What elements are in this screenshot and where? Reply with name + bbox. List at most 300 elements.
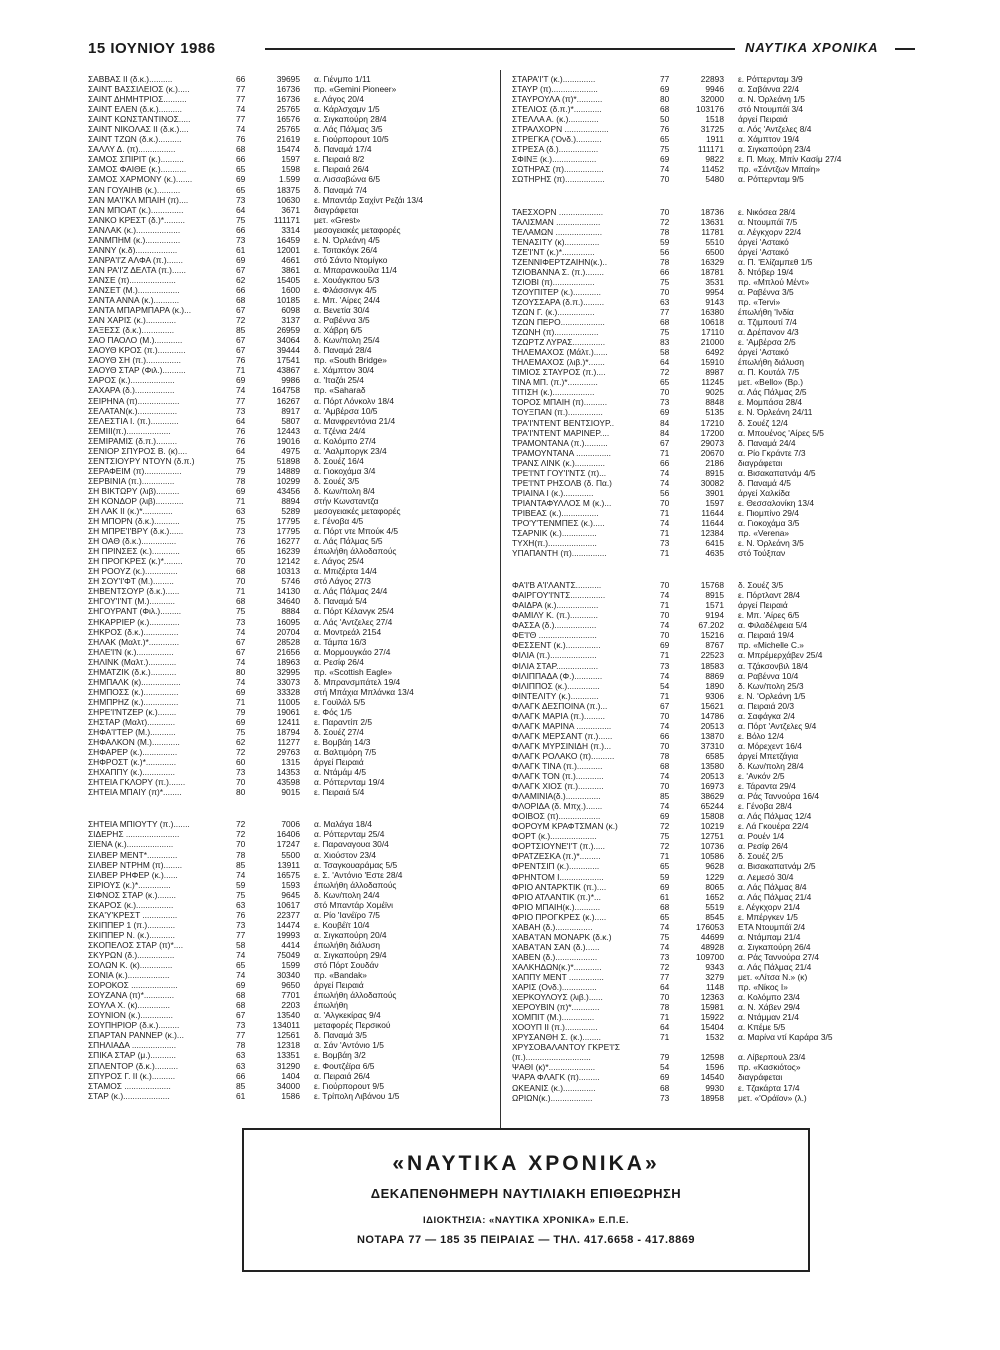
tonnage: 9343 — [705, 961, 724, 972]
ship-status: α. Ρουέν 1/4 — [738, 831, 785, 842]
tonnage: 20670 — [700, 447, 724, 458]
ship-status: ε. Τάραντα 29/4 — [738, 781, 796, 792]
ship-row — [512, 367, 920, 377]
tonnage: 13580 — [700, 761, 724, 771]
ship-row — [512, 397, 920, 407]
tonnage: 12443 — [276, 425, 300, 436]
tonnage: 1597 — [705, 497, 724, 508]
ship-name: ΣΗΜΠΡΗΖ (κ.)............... — [88, 696, 179, 707]
ship-status: δ. Παναμά 5/4 — [314, 596, 367, 607]
build-year: 72 — [660, 841, 670, 852]
ship-name: ΣΗΛΑΚ (Μαλτ.)*............. — [88, 636, 180, 647]
ship-name: ΦΡΑΤΖΕΣΚΑ (π.)*......... — [512, 851, 601, 862]
ship-name: ΦΛΑΓΚ ΜΑΡΙΝΑ ............... — [512, 720, 612, 731]
ship-status: δ. Σουέζ 16/4 — [314, 455, 364, 466]
tonnage: 22377 — [276, 909, 300, 920]
ship-status: α. 'Ααλμποργκ 23/4 — [314, 445, 387, 456]
ship-row — [512, 428, 920, 438]
tonnage: 1596 — [705, 1062, 724, 1073]
ship-name: ΦΑΣΣΑ (δ.).................. — [512, 620, 597, 631]
ship-row — [512, 154, 920, 164]
build-year: 73 — [236, 405, 246, 416]
ship-row — [512, 104, 920, 114]
ship-status: α. Ρεσίφ 26/4 — [738, 841, 788, 852]
ship-status: α. Μορμουγκάο 27/4 — [314, 646, 391, 657]
ship-status: α. Πόρτ Κέλανγκ 25/4 — [314, 606, 394, 617]
ship-name: ΦΕΣΣΕΝΤ (κ.)............... — [512, 640, 601, 651]
tonnage: 9986 — [281, 375, 300, 386]
ship-name: ΦΡΙΟ ΠΡΟΓΚΡΕΣ (κ.)..... — [512, 911, 607, 922]
ship-name: ΦΙΛΙΠΠΟΣ (κ.).............. — [512, 680, 600, 691]
ship-row — [88, 950, 496, 960]
ship-status: α. Λίβερπουλ 23/4 — [738, 1052, 806, 1063]
tonnage: 17247 — [276, 839, 300, 850]
ship-name: ΣΗ ΜΠΟΡΝ (δ.κ.)........... — [88, 516, 180, 527]
ship-status: στό Σάντο Ντομίγκο — [314, 254, 388, 265]
tonnage: 17200 — [700, 427, 724, 438]
ship-status: α. Ραβέννα 10/4 — [738, 670, 799, 681]
tonnage: 22893 — [700, 74, 724, 84]
tonnage: 17210 — [700, 417, 724, 428]
ship-row — [512, 892, 920, 902]
tonnage: 12384 — [700, 528, 724, 539]
ship-name: ΤΡΑ'Ι'ΝΤΕΝΤ ΒΕΝΤΣΙΟΥΡ.. — [512, 417, 615, 428]
ship-row — [88, 104, 496, 114]
ship-row — [512, 468, 920, 478]
header-rule-end — [895, 48, 915, 50]
ship-name: ΣΠΛΕΝΤΟΡ (δ.κ.).......... — [88, 1060, 179, 1071]
ship-row — [88, 747, 496, 757]
ship-name: ΣΑΟΥΘ ΚΡΟΣ (π.)............ — [88, 345, 186, 356]
ship-row — [512, 478, 920, 488]
ship-row — [512, 134, 920, 144]
build-year: 50 — [660, 114, 670, 125]
ship-name: ΤΖΩΡΤΖ ΛΥΡΑΣ.............. — [512, 337, 606, 348]
ship-name: ΤΗΛΕΜΑΧΟΣ (λιβ.)*....... — [512, 357, 605, 368]
build-year: 74 — [236, 970, 246, 981]
tonnage: 9628 — [705, 861, 724, 872]
tonnage: 9822 — [705, 154, 724, 165]
ship-name: ΦΟΡΤΣΙΟΥΝΕ'Ι'Τ (π.)..... — [512, 841, 605, 852]
ship-row — [512, 882, 920, 892]
ship-status: α. Ραβέννα 3/5 — [314, 315, 370, 326]
ship-row — [88, 576, 496, 586]
ship-row — [88, 687, 496, 697]
ship-row — [88, 697, 496, 707]
ship-name: ΣΑΟΥΘ ΣΤΑΡ (Φιλ.).......... — [88, 365, 186, 376]
ship-name: ΣΤΑΡΑ'Ι'Τ (κ.).............. — [512, 74, 596, 84]
ship-row — [512, 872, 920, 882]
tonnage: 8915 — [705, 590, 724, 601]
ship-name: ΦΛΑΓΚ ΜΥΡΣΙΝΙΔΗ (π.)... — [512, 740, 612, 751]
tonnage: 18963 — [276, 656, 300, 667]
tonnage: 111171 — [697, 144, 724, 155]
tonnage: 34640 — [276, 596, 300, 607]
build-year: 66 — [660, 730, 670, 741]
build-year: 72 — [660, 821, 670, 832]
masthead-box — [242, 1128, 810, 1272]
ship-row — [88, 164, 496, 174]
ship-name: ΦΛΟΡΙΔΑ (δ. Μπχ.)....... — [512, 801, 603, 812]
ship-status: ε. Μπαντάρ Σαχίντ Ρεζάι 13/4 — [314, 194, 424, 205]
ship-row — [88, 446, 496, 456]
ship-row — [512, 801, 920, 811]
ship-row — [512, 691, 920, 701]
ship-name: ΦΛΑΓΚ ΡΟΛΑΚΟ (π).......... — [512, 750, 615, 761]
ship-name: ΤΖΕΝΝΙΦΕΡΤΖΑΙΗΝ(κ.).. — [512, 256, 608, 267]
ship-name: ΣΑΜΟΣ ΣΠΙΡΙΤ (κ.).......... — [88, 154, 184, 165]
ship-name: ΧΡΥΣΟΒΑΛΑΝΤΟΥ ΓΚΡΕ'Ι'Σ — [512, 1042, 620, 1053]
ship-name: ΣΗ ΠΡΙΝΣΕΣ (κ.)............ — [88, 546, 180, 557]
build-year: 69 — [660, 407, 670, 418]
ship-status: α. Γιένμπο 1/11 — [314, 74, 371, 84]
ship-status: άργεί Πειραιά — [738, 114, 788, 125]
build-year: 69 — [660, 881, 670, 892]
ship-name: ΣΚΙΠΠΕΡ 1 (π.)............ — [88, 919, 176, 930]
ship-name: ΤΡΕ'Ι'ΝΤ ΡΗΣΟΛΒ (δ. Πα.) — [512, 477, 612, 488]
ship-status: α. Σαβάννα 22/4 — [738, 84, 800, 95]
ship-status: πρ. «Gemini Pioneer» — [314, 84, 397, 95]
tonnage: 16380 — [700, 306, 724, 317]
ship-row — [512, 1062, 920, 1072]
ship-status: α. Μπουένος 'Αίρες 5/5 — [738, 427, 824, 438]
ship-row — [88, 970, 496, 980]
ship-status: ε. Πειραιά 5/4 — [314, 787, 365, 798]
tonnage: 18583 — [700, 660, 724, 671]
build-year: 71 — [660, 1012, 670, 1023]
build-year: 76 — [660, 124, 670, 135]
tonnage: 3901 — [705, 487, 724, 498]
ship-name: ΧΑΒΕΝ (δ.).................. — [512, 951, 598, 962]
ship-name: ΣΑΡΟΣ (κ.)................... — [88, 375, 175, 386]
build-year: 70 — [660, 992, 670, 1003]
ship-status: α. Βισακαπατνάμ 4/5 — [738, 467, 816, 478]
ship-status: πρ. «Tervi» — [738, 296, 781, 307]
tonnage: 37310 — [700, 740, 724, 751]
ship-status: ε. 'Ανκόν 2/5 — [738, 771, 785, 782]
build-year: 78 — [660, 1002, 670, 1013]
ship-status: α. Βαλτιμόρη 7/5 — [314, 747, 377, 758]
ship-status: α. Ρόττερνταμ 9/5 — [738, 174, 804, 185]
tonnage: 2203 — [281, 1000, 300, 1011]
tonnage: 18781 — [700, 266, 724, 277]
ship-row — [512, 277, 920, 287]
ship-name: ΤΖΕ'Ι'ΝΤ (κ.)*.............. — [512, 246, 595, 257]
build-year: 78 — [660, 226, 670, 237]
ship-name: ΣΗΧΑΠΠΥ (κ.).............. — [88, 767, 175, 778]
build-year: 76 — [236, 435, 246, 446]
ship-name: ΣΑΒΒΑΣ ΙΙ (δ.κ.).......... — [88, 74, 173, 84]
masthead-owner: ΙΔΙΟΚΤΗΣΙΑ: «ΝΑΥΤΙΚΑ ΧΡΟΝΙΚΑ» Ε.Π.Ε. — [423, 1215, 629, 1226]
tonnage: 51898 — [276, 455, 300, 466]
build-year: 69 — [236, 174, 246, 185]
build-year: 70 — [660, 206, 670, 217]
build-year: 63 — [236, 1060, 246, 1071]
build-year: 73 — [660, 397, 670, 408]
tonnage — [678, 1042, 738, 1052]
build-year: 80 — [236, 787, 246, 798]
ship-row — [88, 235, 496, 245]
ship-status: α. Μπρέμερχάβεν 25/4 — [738, 650, 823, 661]
build-year: 74 — [236, 385, 246, 396]
ship-name: ΤΡΑΝΣ ΛΙΝΚ (κ.)............. — [512, 457, 605, 468]
ship-row — [512, 357, 920, 367]
tonnage: 1518 — [705, 114, 724, 125]
build-year: 67 — [236, 646, 246, 657]
tonnage: 14353 — [276, 767, 300, 778]
ship-status: έπωλήθη άλλοδαπούς — [314, 879, 397, 890]
ship-status: ε. Βόλο 12/4 — [738, 730, 784, 741]
ship-row — [88, 860, 496, 870]
ship-status: α. Μανφρεντόνια 21/4 — [314, 415, 396, 426]
ship-name: ΣΑΙΝΤ ΚΩΝΣΤΑΝΤΙΝΟΣ..... — [88, 114, 191, 125]
tonnage: 1597 — [281, 154, 300, 165]
build-year: 73 — [236, 767, 246, 778]
ship-status: ε. Λέγκχορν 21/4 — [738, 901, 801, 912]
tonnage: 1229 — [705, 871, 724, 882]
ship-status: α. Σιγκαπούρη 20/4 — [314, 929, 387, 940]
tonnage: 6585 — [705, 750, 724, 761]
build-year: 70 — [660, 610, 670, 621]
build-year: 63 — [236, 1050, 246, 1061]
ship-row — [512, 1072, 920, 1082]
build-year: 68 — [236, 144, 246, 155]
build-year: 74 — [660, 517, 670, 528]
ship-status: ε. Χάμπτον 30/4 — [314, 365, 375, 376]
ship-status: άργεί 'Αστακό — [738, 347, 789, 358]
ship-name: ΤΗΛΕΜΑΧΟΣ (Μάλτ.)...... — [512, 347, 608, 358]
ship-status: α. 'Αμβέρσα 10/5 — [314, 405, 378, 416]
tonnage: 9645 — [281, 889, 300, 900]
build-year: 73 — [236, 1020, 246, 1031]
tonnage: 18794 — [276, 727, 300, 738]
ship-status: ε. Ν. 'Ορλεάνη 1/5 — [738, 690, 806, 701]
tonnage: 14889 — [276, 465, 300, 476]
ship-list-right-column — [512, 74, 920, 1103]
build-year: 54 — [660, 1062, 670, 1073]
tonnage: 22523 — [700, 650, 724, 661]
tonnage: 1571 — [705, 600, 724, 611]
tonnage: 8869 — [705, 670, 724, 681]
ship-name: ΦΙΝΤΕΛΙΤΥ (κ.)............ — [512, 690, 599, 701]
ship-name: ΣΕΝΙΟΡ ΣΠΥΡΟΣ Β. (κ).... — [88, 445, 188, 456]
ship-name: ΣΙΛΒΕΡ ΝΤΡΗΜ (π)........ — [88, 859, 183, 870]
tonnage: 16973 — [700, 781, 724, 792]
ship-status: ε. Βομβάη 14/3 — [314, 737, 371, 748]
ship-status: α. Χιούστον 23/4 — [314, 849, 377, 860]
build-year: 62 — [236, 274, 246, 285]
ship-row — [88, 114, 496, 124]
ship-status: ε. Μπ. 'Αίρες 6/5 — [738, 610, 800, 621]
build-year: 75 — [236, 889, 246, 900]
build-year: 69 — [660, 84, 670, 95]
ship-name: ΣΗΜΠΑΛΚ (κ)................. — [88, 676, 181, 687]
build-year: 60 — [236, 757, 246, 768]
ship-name: ΣΗ ΣΟΥ'Ι'ΦΤ (Μ.)......... — [88, 576, 174, 587]
build-year: 75 — [660, 831, 670, 842]
ship-row — [512, 207, 920, 217]
build-year: 71 — [660, 650, 670, 661]
tonnage: 14786 — [700, 710, 724, 721]
ship-row — [512, 407, 920, 417]
ship-status: ε. Πόρτλαντ 28/4 — [738, 590, 801, 601]
build-year: 69 — [236, 717, 246, 727]
issue-date: 15 ΙΟΥΝΙΟΥ 1986 — [88, 40, 216, 57]
ship-row — [512, 538, 920, 548]
ship-row — [512, 741, 920, 751]
build-year: 77 — [660, 971, 670, 982]
ship-status: α. Λάς Πάλμας 21/4 — [738, 891, 812, 902]
ship-row — [512, 528, 920, 538]
ship-name: ΧΑΒΑ'Ι'ΑΝ ΜΟΝΑΡΚ (δ.κ.) — [512, 931, 612, 942]
ship-row — [512, 962, 920, 972]
tonnage: 3314 — [281, 224, 300, 235]
ship-name: ΧΑΡΙΣ (Ονδ.)............... — [512, 982, 597, 993]
build-year: 77 — [236, 1030, 246, 1041]
tonnage: 13540 — [276, 1010, 300, 1021]
tonnage: 15404 — [700, 1022, 724, 1033]
ship-row — [512, 337, 920, 347]
tonnage: 34064 — [276, 335, 300, 346]
ship-row — [512, 287, 920, 297]
build-year: 74 — [660, 921, 670, 932]
ship-status: α. Μαλάγα 18/4 — [314, 819, 372, 830]
ship-name: ΣΗ ΛΑΚ ΙΙ (κ.)*............. — [88, 506, 173, 517]
ship-name: ΣΑΝ ΓΟΥΑΙΗΒ (κ.).......... — [88, 184, 181, 195]
tonnage: 134011 — [272, 1020, 300, 1031]
ship-name: ΦΡΙΟ ΜΠΑΙΗ(κ.)........... — [512, 901, 601, 912]
ship-name: ΣΑΛΛΥ Δ. (π)................ — [88, 144, 176, 155]
ship-row — [88, 466, 496, 476]
build-year: 69 — [236, 686, 246, 697]
build-year: 72 — [236, 819, 246, 830]
build-year: 75 — [236, 727, 246, 738]
ship-row — [512, 610, 920, 620]
tonnage: 10299 — [276, 475, 300, 486]
tonnage: 15216 — [700, 630, 724, 641]
ship-row — [512, 851, 920, 861]
tonnage: 5746 — [281, 576, 300, 587]
ship-name: ΣΚΟΠΕΛΟΣ ΣΤΑΡ (π)*.... — [88, 939, 184, 950]
build-year: 65 — [660, 861, 670, 872]
ship-row — [512, 952, 920, 962]
build-year: 70 — [236, 777, 246, 788]
ship-name: ΣΗΚΡΟΣ (δ.κ.)............... — [88, 626, 179, 637]
build-year: 74 — [660, 801, 670, 812]
ship-name: ΣΗ ΟΑΘ (δ.κ.)............... — [88, 536, 177, 547]
build-year: 71 — [660, 851, 670, 862]
ship-status: α. Τάμπα 16/3 — [314, 636, 367, 647]
ship-status: α. Μοντρεάλ 2154 — [314, 626, 382, 637]
build-year: 74 — [660, 670, 670, 681]
ship-row — [512, 327, 920, 337]
ship-status: α. Πειραιά 19/4 — [738, 630, 795, 641]
ship-status: α. Γιοκοχάμα 3/4 — [314, 465, 376, 476]
ship-status: α. Ρίο Γκράντε 7/3 — [738, 447, 806, 458]
ship-status: δ. Σουέζ 27/4 — [314, 727, 364, 738]
ship-row — [512, 630, 920, 640]
build-year: 70 — [660, 781, 670, 792]
ship-row — [512, 681, 920, 691]
build-year: 69 — [660, 640, 670, 651]
tonnage: 3861 — [281, 264, 300, 275]
ship-row — [512, 821, 920, 831]
ship-status: δ. Κων/πολη 8/4 — [314, 485, 375, 496]
build-year: 84 — [660, 417, 670, 428]
ship-row — [88, 657, 496, 667]
ship-row — [88, 1050, 496, 1060]
tonnage: 9946 — [705, 84, 724, 95]
ship-name: ΣΗΛΕ'Ι'Ν (κ.)................ — [88, 646, 174, 657]
ship-row — [512, 982, 920, 992]
ship-name: ΤΟΥΞΠΑΝ (π.)............... — [512, 407, 603, 418]
ship-row — [512, 377, 920, 387]
ship-status: πρ. «Σάντζων Μπαίη» — [738, 164, 821, 175]
tonnage: 32995 — [276, 666, 300, 677]
tonnage: 10630 — [276, 194, 300, 205]
ship-status: α. Ρίο 'Ιανέϊρο 7/5 — [314, 909, 380, 920]
build-year: 70 — [660, 387, 670, 398]
build-year: 68 — [660, 1082, 670, 1093]
build-year: 68 — [660, 104, 670, 115]
build-year: 58 — [236, 939, 246, 950]
ship-name: ΦΛΑΓΚ ΤΟΝ (π.)............ — [512, 771, 604, 782]
ship-status: πρ. «Verena» — [738, 528, 790, 539]
build-year: 67 — [236, 1010, 246, 1021]
build-year: 68 — [236, 295, 246, 306]
ship-name: ΨΑΘΙ (κ)*.................... — [512, 1062, 596, 1073]
ship-row — [512, 247, 920, 257]
tonnage: 5135 — [705, 407, 724, 418]
ship-status: μεταφορές Περσικού — [314, 1020, 391, 1031]
ship-name: ΤΖΙΟΒΑΝΝΑ Σ. (π.)........ — [512, 266, 604, 277]
build-year: 75 — [660, 276, 670, 287]
tonnage: 33073 — [276, 676, 300, 687]
ship-row — [512, 347, 920, 357]
tonnage: 16576 — [276, 114, 300, 125]
tonnage: 6098 — [281, 305, 300, 316]
ship-row — [512, 84, 920, 94]
build-year: 69 — [236, 980, 246, 991]
ship-row — [512, 164, 920, 174]
ship-status: δ. Σουέζ 12/4 — [738, 417, 788, 428]
ship-name: ΣΚΑ'Υ'ΚΡΕΣΤ ............... — [88, 909, 178, 920]
tonnage: 17795 — [276, 516, 300, 527]
ship-status: μετ. «Bello» (Βρ.) — [738, 377, 804, 388]
build-year: 66 — [236, 224, 246, 235]
build-year: 66 — [236, 154, 246, 165]
ship-name: ΣΗΜΑΤΖΙΚ (δ.κ.)........... — [88, 666, 177, 677]
tonnage: 9025 — [705, 387, 724, 398]
ship-name: ΤΖΩΝΗ (π)................... — [512, 327, 599, 338]
ship-row — [512, 620, 920, 630]
ship-name: ΣΑΙΝΤ ΤΖΩΝ (δ.κ.).......... — [88, 134, 182, 145]
ship-name: ΦΛΑΓΚ ΧΙΟΣ (π.)........... — [512, 781, 604, 792]
ship-name: ΣΑΙΝΤ ΔΗΜΗΤΡΙΟΣ.......... — [88, 94, 187, 105]
tonnage: 9194 — [705, 610, 724, 621]
ship-status: ε. Σ. 'Αντόνιο 'Εστε 28/4 — [314, 869, 403, 880]
ship-status: δ. Παναμά 17/4 — [314, 144, 372, 155]
build-year: 69 — [660, 811, 670, 822]
tonnage: 1890 — [705, 680, 724, 691]
ship-status: α. Σιγκαπούρη 29/4 — [314, 949, 387, 960]
tonnage: 3137 — [281, 315, 300, 326]
ship-row — [512, 932, 920, 942]
build-year: 71 — [660, 528, 670, 539]
build-year: 56 — [660, 487, 670, 498]
ship-status: α. Μπαρανκουίλα 11/4 — [314, 264, 397, 275]
ship-name: ΣΑΝΜΠΗΜ (κ.)............... — [88, 234, 181, 245]
